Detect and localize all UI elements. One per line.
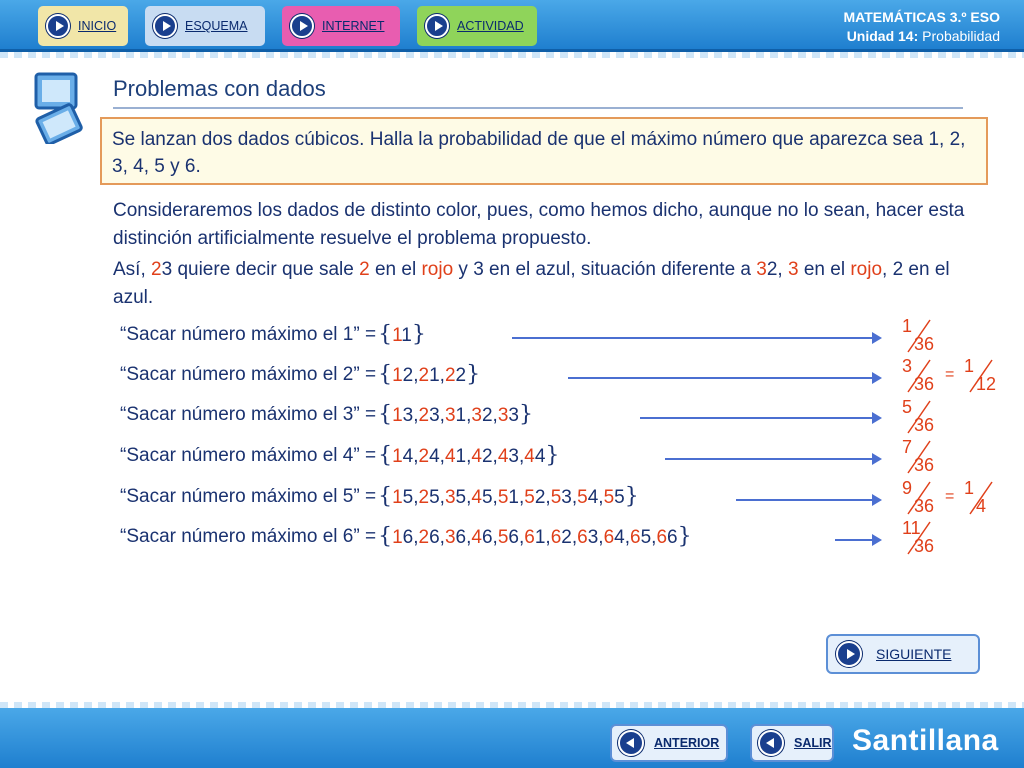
red-die-value: 6 <box>577 527 588 548</box>
outcome-pair <box>498 446 519 467</box>
comma: , <box>598 487 604 508</box>
comma: , <box>492 405 498 426</box>
red-die-value: 3 <box>444 487 456 508</box>
red-die-value: 2 <box>418 446 430 467</box>
blue-die-value: 2 <box>455 365 467 386</box>
play-icon <box>153 14 177 38</box>
red-die-value: 6 <box>656 527 668 548</box>
comma: , <box>466 405 472 426</box>
red-die-value: 5 <box>603 487 615 508</box>
comma: , <box>545 487 551 508</box>
course-subject: MATEMÁTICAS 3.º ESO <box>843 9 1000 25</box>
equals-sign: = <box>945 488 955 505</box>
equals-sign: = <box>945 366 955 383</box>
outcome-pair <box>656 527 677 548</box>
fraction-numerator: 1 <box>902 316 913 336</box>
arrow-icon <box>640 417 880 419</box>
blue-die-value: 6 <box>508 527 519 548</box>
comma: , <box>413 446 419 467</box>
outcome-pair <box>551 487 572 508</box>
blue-die-value: 6 <box>402 527 414 548</box>
inicio-button[interactable] <box>38 6 128 46</box>
actividad-label: ACTIVIDAD <box>457 19 524 33</box>
red-die-value: 5 <box>577 487 588 508</box>
outcome-set <box>378 402 533 427</box>
outcome-row <box>120 443 559 473</box>
probability-fraction <box>900 437 944 477</box>
red-text: 3 <box>787 259 799 280</box>
comma: , <box>492 487 498 508</box>
internet-button[interactable] <box>282 6 400 46</box>
blue-die-value: 5 <box>640 527 652 548</box>
red-die-value: 3 <box>497 405 509 426</box>
outcome-pair <box>524 446 545 467</box>
outcome-row <box>120 524 692 554</box>
comma: , <box>545 527 551 548</box>
blue-die-value: 5 <box>429 487 440 508</box>
outcome-pair <box>419 527 440 548</box>
brace-open: { <box>378 484 393 509</box>
outcome-pair <box>498 527 519 548</box>
text: , 2 en el azul. <box>113 259 950 308</box>
arrow-icon <box>568 377 880 379</box>
blue-die-value: 2 <box>561 527 572 548</box>
red-die-value: 5 <box>550 487 562 508</box>
red-die-value: 3 <box>444 405 456 426</box>
fraction-numerator: 1 <box>964 478 975 498</box>
red-die-value: 4 <box>524 446 535 467</box>
red-text: rojo <box>850 259 883 280</box>
fraction-denominator: 4 <box>976 496 987 516</box>
outcome-set <box>378 524 692 549</box>
arrow-icon <box>736 499 880 501</box>
brace-close: } <box>545 443 560 468</box>
blue-die-value: 4 <box>614 527 625 548</box>
siguiente-label: SIGUIENTE <box>876 646 952 662</box>
outcome-label: “Sacar número máximo el 5” = <box>120 485 377 507</box>
brace-open: { <box>378 362 393 387</box>
outcome-label: “Sacar número máximo el 4” = <box>120 444 377 466</box>
comma: , <box>413 487 419 508</box>
comma: , <box>413 365 419 386</box>
blue-die-value: 1 <box>429 365 440 386</box>
comma: , <box>413 405 419 426</box>
probability-fraction <box>962 478 1006 518</box>
outcome-pair <box>471 487 492 508</box>
red-die-value: 4 <box>497 446 509 467</box>
red-die-value: 4 <box>444 446 456 467</box>
red-die-value: 6 <box>524 527 535 548</box>
outcome-pair <box>445 527 466 548</box>
fraction-numerator: 11 <box>902 518 921 538</box>
comma: , <box>466 527 472 548</box>
probability-fraction <box>900 518 944 558</box>
outcome-pair <box>445 446 466 467</box>
fraction-denominator: 12 <box>976 374 997 394</box>
esquema-label: ESQUEMA <box>185 19 248 33</box>
outcome-pair <box>445 365 466 386</box>
blue-die-value: 6 <box>481 527 493 548</box>
red-die-value: 1 <box>392 325 402 346</box>
blue-die-value: 2 <box>481 446 493 467</box>
title-divider <box>113 107 963 109</box>
outcome-pair <box>392 325 412 346</box>
outcome-row <box>120 402 533 432</box>
fraction-numerator: 7 <box>902 437 913 457</box>
blue-die-value: 1 <box>534 527 546 548</box>
red-text: 2 <box>151 259 162 280</box>
outcome-pair <box>392 487 413 508</box>
outcome-pair <box>498 487 519 508</box>
comma: , <box>439 446 445 467</box>
outcome-row <box>120 322 426 352</box>
comma: , <box>571 487 578 508</box>
red-die-value: 1 <box>392 365 403 386</box>
fraction-denominator: 36 <box>914 496 935 516</box>
blue-die-value: 3 <box>508 405 519 426</box>
fraction-denominator: 36 <box>914 334 935 354</box>
unit-label: Unidad 14: <box>846 28 919 44</box>
back-arrow-icon <box>618 730 644 756</box>
blue-die-value: 3 <box>402 405 414 426</box>
comma: , <box>598 527 604 548</box>
course-unit <box>843 27 1000 46</box>
explanation-paragraph-1: Consideraremos los dados de distinto color, pues, como hemos dicho, aunque no lo sean, hacer esta distinción artificialmente resuelve el problema propuesto. <box>113 200 965 249</box>
outcome-pair <box>445 487 466 508</box>
blue-die-value: 5 <box>614 487 625 508</box>
text: Así, <box>113 259 152 280</box>
monitor-icon <box>32 72 88 144</box>
blue-die-value: 3 <box>561 487 572 508</box>
red-die-value: 4 <box>471 446 482 467</box>
comma: , <box>518 487 525 508</box>
comma: , <box>518 446 525 467</box>
red-die-value: 4 <box>471 487 482 508</box>
probability-fraction <box>900 478 944 518</box>
blue-die-value: 3 <box>587 527 599 548</box>
outcome-pair <box>551 527 572 548</box>
outcome-pair <box>392 527 413 548</box>
red-die-value: 2 <box>418 527 430 548</box>
red-die-value: 2 <box>444 365 456 386</box>
arrow-icon <box>665 458 880 460</box>
blue-die-value: 6 <box>455 527 467 548</box>
page-title: Problemas con dados <box>113 76 326 101</box>
bottom-bar <box>0 708 1024 768</box>
brand-logo: Santillana <box>852 724 999 757</box>
esquema-button[interactable] <box>145 6 265 46</box>
red-die-value: 1 <box>392 527 403 548</box>
fraction-denominator: 36 <box>914 374 935 394</box>
brace-open: { <box>378 443 393 468</box>
blue-die-value: 1 <box>455 405 467 426</box>
outcome-label: “Sacar número máximo el 2” = <box>120 363 377 385</box>
probability-fraction <box>962 356 1006 396</box>
red-die-value: 1 <box>392 487 403 508</box>
red-die-value: 3 <box>471 405 482 426</box>
back-arrow-icon <box>758 730 784 756</box>
brace-open: { <box>378 322 393 347</box>
outcome-pair <box>471 527 492 548</box>
comma: , <box>466 446 472 467</box>
outcome-pair <box>577 487 598 508</box>
siguiente-button[interactable] <box>826 634 980 674</box>
outcome-pair <box>392 365 413 386</box>
text: en el <box>798 259 851 280</box>
comma: , <box>492 446 498 467</box>
comma: , <box>492 527 498 548</box>
red-text: rojo <box>421 259 454 280</box>
arrow-icon <box>512 337 880 339</box>
explanation-paragraph-2 <box>113 256 993 312</box>
play-icon <box>46 14 70 38</box>
unit-name: Probabilidad <box>922 28 1000 44</box>
comma: , <box>439 527 445 548</box>
outcome-pair <box>419 365 440 386</box>
anterior-label: ANTERIOR <box>654 736 720 750</box>
text: 2, <box>766 259 788 280</box>
red-die-value: 2 <box>418 487 430 508</box>
outcome-set <box>378 362 480 387</box>
brace-close: } <box>411 322 426 347</box>
red-die-value: 6 <box>550 527 562 548</box>
top-bar <box>0 0 1024 52</box>
blue-die-value: 1 <box>508 487 519 508</box>
probability-fraction <box>900 316 944 356</box>
blue-die-value: 4 <box>534 446 546 467</box>
probability-fraction <box>900 356 944 396</box>
problem-box <box>100 117 988 185</box>
course-info <box>843 8 1000 46</box>
outcome-label: “Sacar número máximo el 1” = <box>120 323 377 345</box>
blue-die-value: 4 <box>587 487 599 508</box>
outcome-pair <box>445 405 466 426</box>
blue-die-value: 1 <box>401 325 412 346</box>
outcome-pair <box>392 446 413 467</box>
red-die-value: 5 <box>524 487 535 508</box>
blue-die-value: 3 <box>429 405 440 426</box>
comma: , <box>571 527 578 548</box>
blue-die-value: 2 <box>534 487 546 508</box>
outcome-label: “Sacar número máximo el 6” = <box>120 525 377 547</box>
comma: , <box>439 487 445 508</box>
brace-open: { <box>378 524 393 549</box>
blue-die-value: 3 <box>508 446 519 467</box>
red-die-value: 1 <box>392 405 403 426</box>
comma: , <box>518 527 525 548</box>
outcome-pair <box>498 405 519 426</box>
outcome-pair <box>471 446 492 467</box>
blue-die-value: 5 <box>481 487 493 508</box>
outcome-pair <box>524 487 545 508</box>
blue-die-value: 6 <box>429 527 440 548</box>
play-icon <box>425 14 449 38</box>
outcome-pair <box>604 527 625 548</box>
inicio-label: INICIO <box>78 19 117 33</box>
outcome-set <box>378 322 426 347</box>
outcome-pair <box>419 446 440 467</box>
red-text: 2 <box>359 259 370 280</box>
outcome-label: “Sacar número máximo el 3” = <box>120 403 377 425</box>
salir-button[interactable] <box>750 724 834 762</box>
red-die-value: 5 <box>497 527 509 548</box>
red-die-value: 5 <box>497 487 509 508</box>
blue-die-value: 4 <box>429 446 440 467</box>
outcome-pair <box>524 527 545 548</box>
red-text: 3 <box>756 259 767 280</box>
text: y 3 en el azul, situación diferente a <box>453 259 757 280</box>
brace-close: } <box>466 362 481 387</box>
fraction-numerator: 5 <box>902 397 913 417</box>
blue-die-value: 1 <box>455 446 467 467</box>
probability-fraction <box>900 397 944 437</box>
actividad-button[interactable] <box>417 6 537 46</box>
red-die-value: 2 <box>418 365 430 386</box>
anterior-button[interactable] <box>610 724 728 762</box>
fraction-numerator: 1 <box>964 356 975 376</box>
blue-die-value: 4 <box>402 446 414 467</box>
outcome-pair <box>419 405 440 426</box>
outcome-row <box>120 484 639 514</box>
blue-die-value: 5 <box>455 487 467 508</box>
internet-label: INTERNET <box>322 19 385 33</box>
outcome-pair <box>471 405 492 426</box>
play-icon <box>836 641 862 667</box>
blue-die-value: 6 <box>667 527 678 548</box>
outcome-set <box>378 484 639 509</box>
fraction-denominator: 36 <box>914 455 935 475</box>
red-die-value: 1 <box>392 446 403 467</box>
blue-die-value: 5 <box>402 487 414 508</box>
outcome-pair <box>577 527 598 548</box>
salir-label: SALIR <box>794 736 832 750</box>
problem-text: Se lanzan dos dados cúbicos. Halla la probabilidad de que el máximo número que aparezca sea 1, 2, 3, 4, 5 y 6. <box>112 129 966 177</box>
red-die-value: 4 <box>471 527 482 548</box>
arrow-icon <box>835 539 880 541</box>
outcome-pair <box>392 405 413 426</box>
brace-close: } <box>624 484 639 509</box>
red-die-value: 2 <box>418 405 430 426</box>
comma: , <box>439 405 445 426</box>
comma: , <box>413 527 419 548</box>
outcome-set <box>378 443 559 468</box>
comma: , <box>651 527 657 548</box>
outcome-pair <box>419 487 440 508</box>
outcome-pair <box>630 527 651 548</box>
play-icon <box>290 14 314 38</box>
outcome-pair <box>604 487 625 508</box>
fraction-denominator: 36 <box>914 415 935 435</box>
brace-close: } <box>518 402 533 427</box>
blue-die-value: 2 <box>402 365 414 386</box>
fraction-denominator: 36 <box>914 536 935 556</box>
text: 3 quiere decir que sale <box>161 259 360 280</box>
red-die-value: 6 <box>630 527 641 548</box>
blue-die-value: 2 <box>481 405 493 426</box>
red-die-value: 3 <box>444 527 456 548</box>
red-die-value: 6 <box>603 527 615 548</box>
brace-open: { <box>378 402 393 427</box>
outcome-row <box>120 362 480 392</box>
comma: , <box>466 487 472 508</box>
fraction-numerator: 9 <box>902 478 913 498</box>
comma: , <box>439 365 445 386</box>
brace-close: } <box>677 524 692 549</box>
fraction-numerator: 3 <box>902 356 913 376</box>
comma: , <box>624 527 631 548</box>
text: en el <box>369 259 422 280</box>
